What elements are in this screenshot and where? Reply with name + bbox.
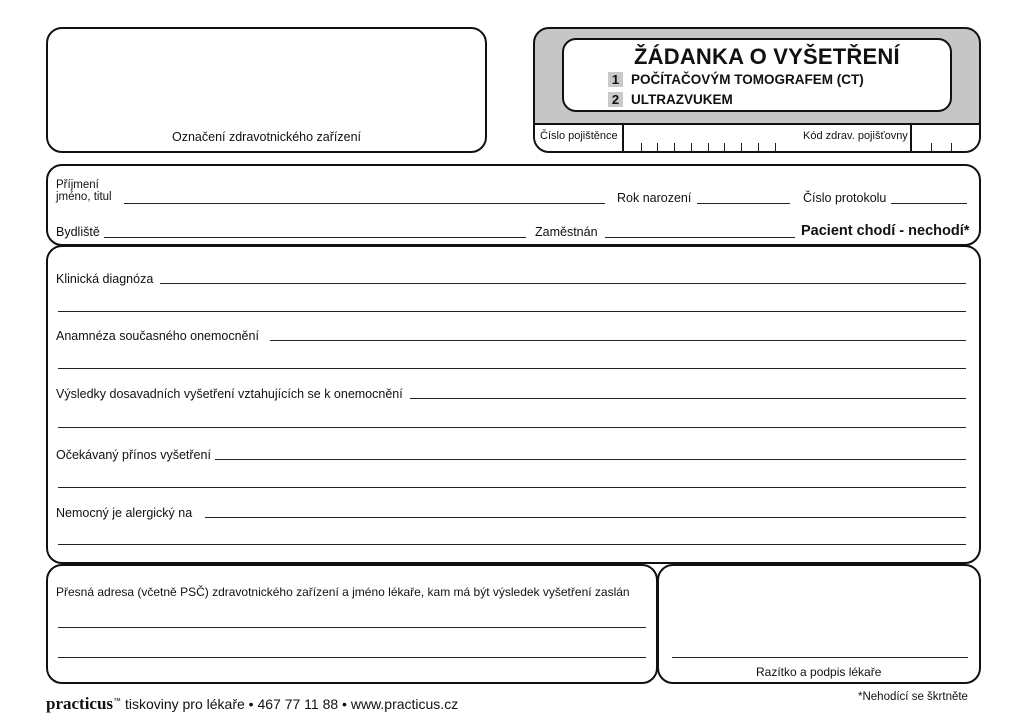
- address-label: Přesná adresa (včetně PSČ) zdravotnického zařízení a jméno lékaře, kam má být výsledek vyšetření zaslán: [56, 585, 630, 599]
- facility-label: Označení zdravotnického zařízení: [172, 130, 361, 144]
- employed-field[interactable]: [605, 237, 795, 238]
- diagnosis-label: Klinická diagnóza: [56, 272, 154, 286]
- results-field[interactable]: [410, 398, 966, 399]
- protocol-label: Číslo protokolu: [803, 191, 887, 205]
- form-title: ŽÁDANKA O VYŠETŘENÍ: [634, 44, 900, 69]
- walking-label: Pacient chodí - nechodí*: [801, 223, 970, 239]
- birth-year-field[interactable]: [697, 203, 790, 204]
- address-field-2[interactable]: [58, 657, 646, 658]
- insurer-code-ticks[interactable]: [912, 123, 980, 153]
- surname-label: Příjmení: [56, 179, 99, 191]
- option-number: 1: [608, 72, 623, 87]
- residence-field[interactable]: [104, 237, 526, 238]
- option-ultrasound: [608, 92, 733, 107]
- footer-line: practicus™ tiskoviny pro lékaře • 467 77 11 88 • www.practicus.cz: [46, 694, 459, 713]
- results-field-2[interactable]: [58, 427, 966, 428]
- address-box: [46, 564, 658, 684]
- brand-logo: practicus: [46, 694, 114, 713]
- anamnesis-field-2[interactable]: [58, 368, 966, 369]
- name-field[interactable]: [124, 203, 605, 204]
- stamp-label: Razítko a podpis lékaře: [756, 665, 882, 679]
- diagnosis-field-2[interactable]: [58, 311, 966, 312]
- allergy-label: Nemocný je alergický na: [56, 506, 193, 520]
- option-label: POČÍTAČOVÝM TOMOGRAFEM (CT): [631, 72, 864, 87]
- option-number: 2: [608, 92, 623, 107]
- insurer-code-label: Kód zdrav. pojišťovny: [803, 130, 908, 142]
- benefit-label: Očekávaný přínos vyšetření: [56, 448, 211, 462]
- anamnesis-label: Anamnéza současného onemocnění: [56, 329, 259, 343]
- allergy-field-2[interactable]: [58, 544, 966, 545]
- birth-year-label: Rok narození: [617, 191, 692, 205]
- employed-label: Zaměstnán: [535, 225, 598, 239]
- benefit-field-2[interactable]: [58, 487, 966, 488]
- diagnosis-field[interactable]: [160, 283, 966, 284]
- protocol-field[interactable]: [891, 203, 967, 204]
- insured-number-ticks[interactable]: [624, 123, 794, 153]
- footer-note: *Nehodící se škrtněte: [858, 691, 968, 703]
- results-label: Výsledky dosavadních vyšetření vztahujících se k onemocnění: [56, 387, 403, 401]
- address-field-1[interactable]: [58, 627, 646, 628]
- signature-field[interactable]: [672, 657, 968, 658]
- benefit-field[interactable]: [215, 459, 966, 460]
- anamnesis-field[interactable]: [270, 340, 966, 341]
- option-label: ULTRAZVUKEM: [631, 92, 733, 107]
- allergy-field[interactable]: [205, 517, 966, 518]
- insured-number-label: Číslo pojištěnce: [540, 130, 618, 142]
- name-title-label: jméno, titul: [56, 191, 112, 203]
- footer-text: tiskoviny pro lékaře • 467 77 11 88 • www.practicus.cz: [124, 696, 459, 712]
- option-ct: [608, 72, 864, 87]
- residence-label: Bydliště: [56, 225, 100, 239]
